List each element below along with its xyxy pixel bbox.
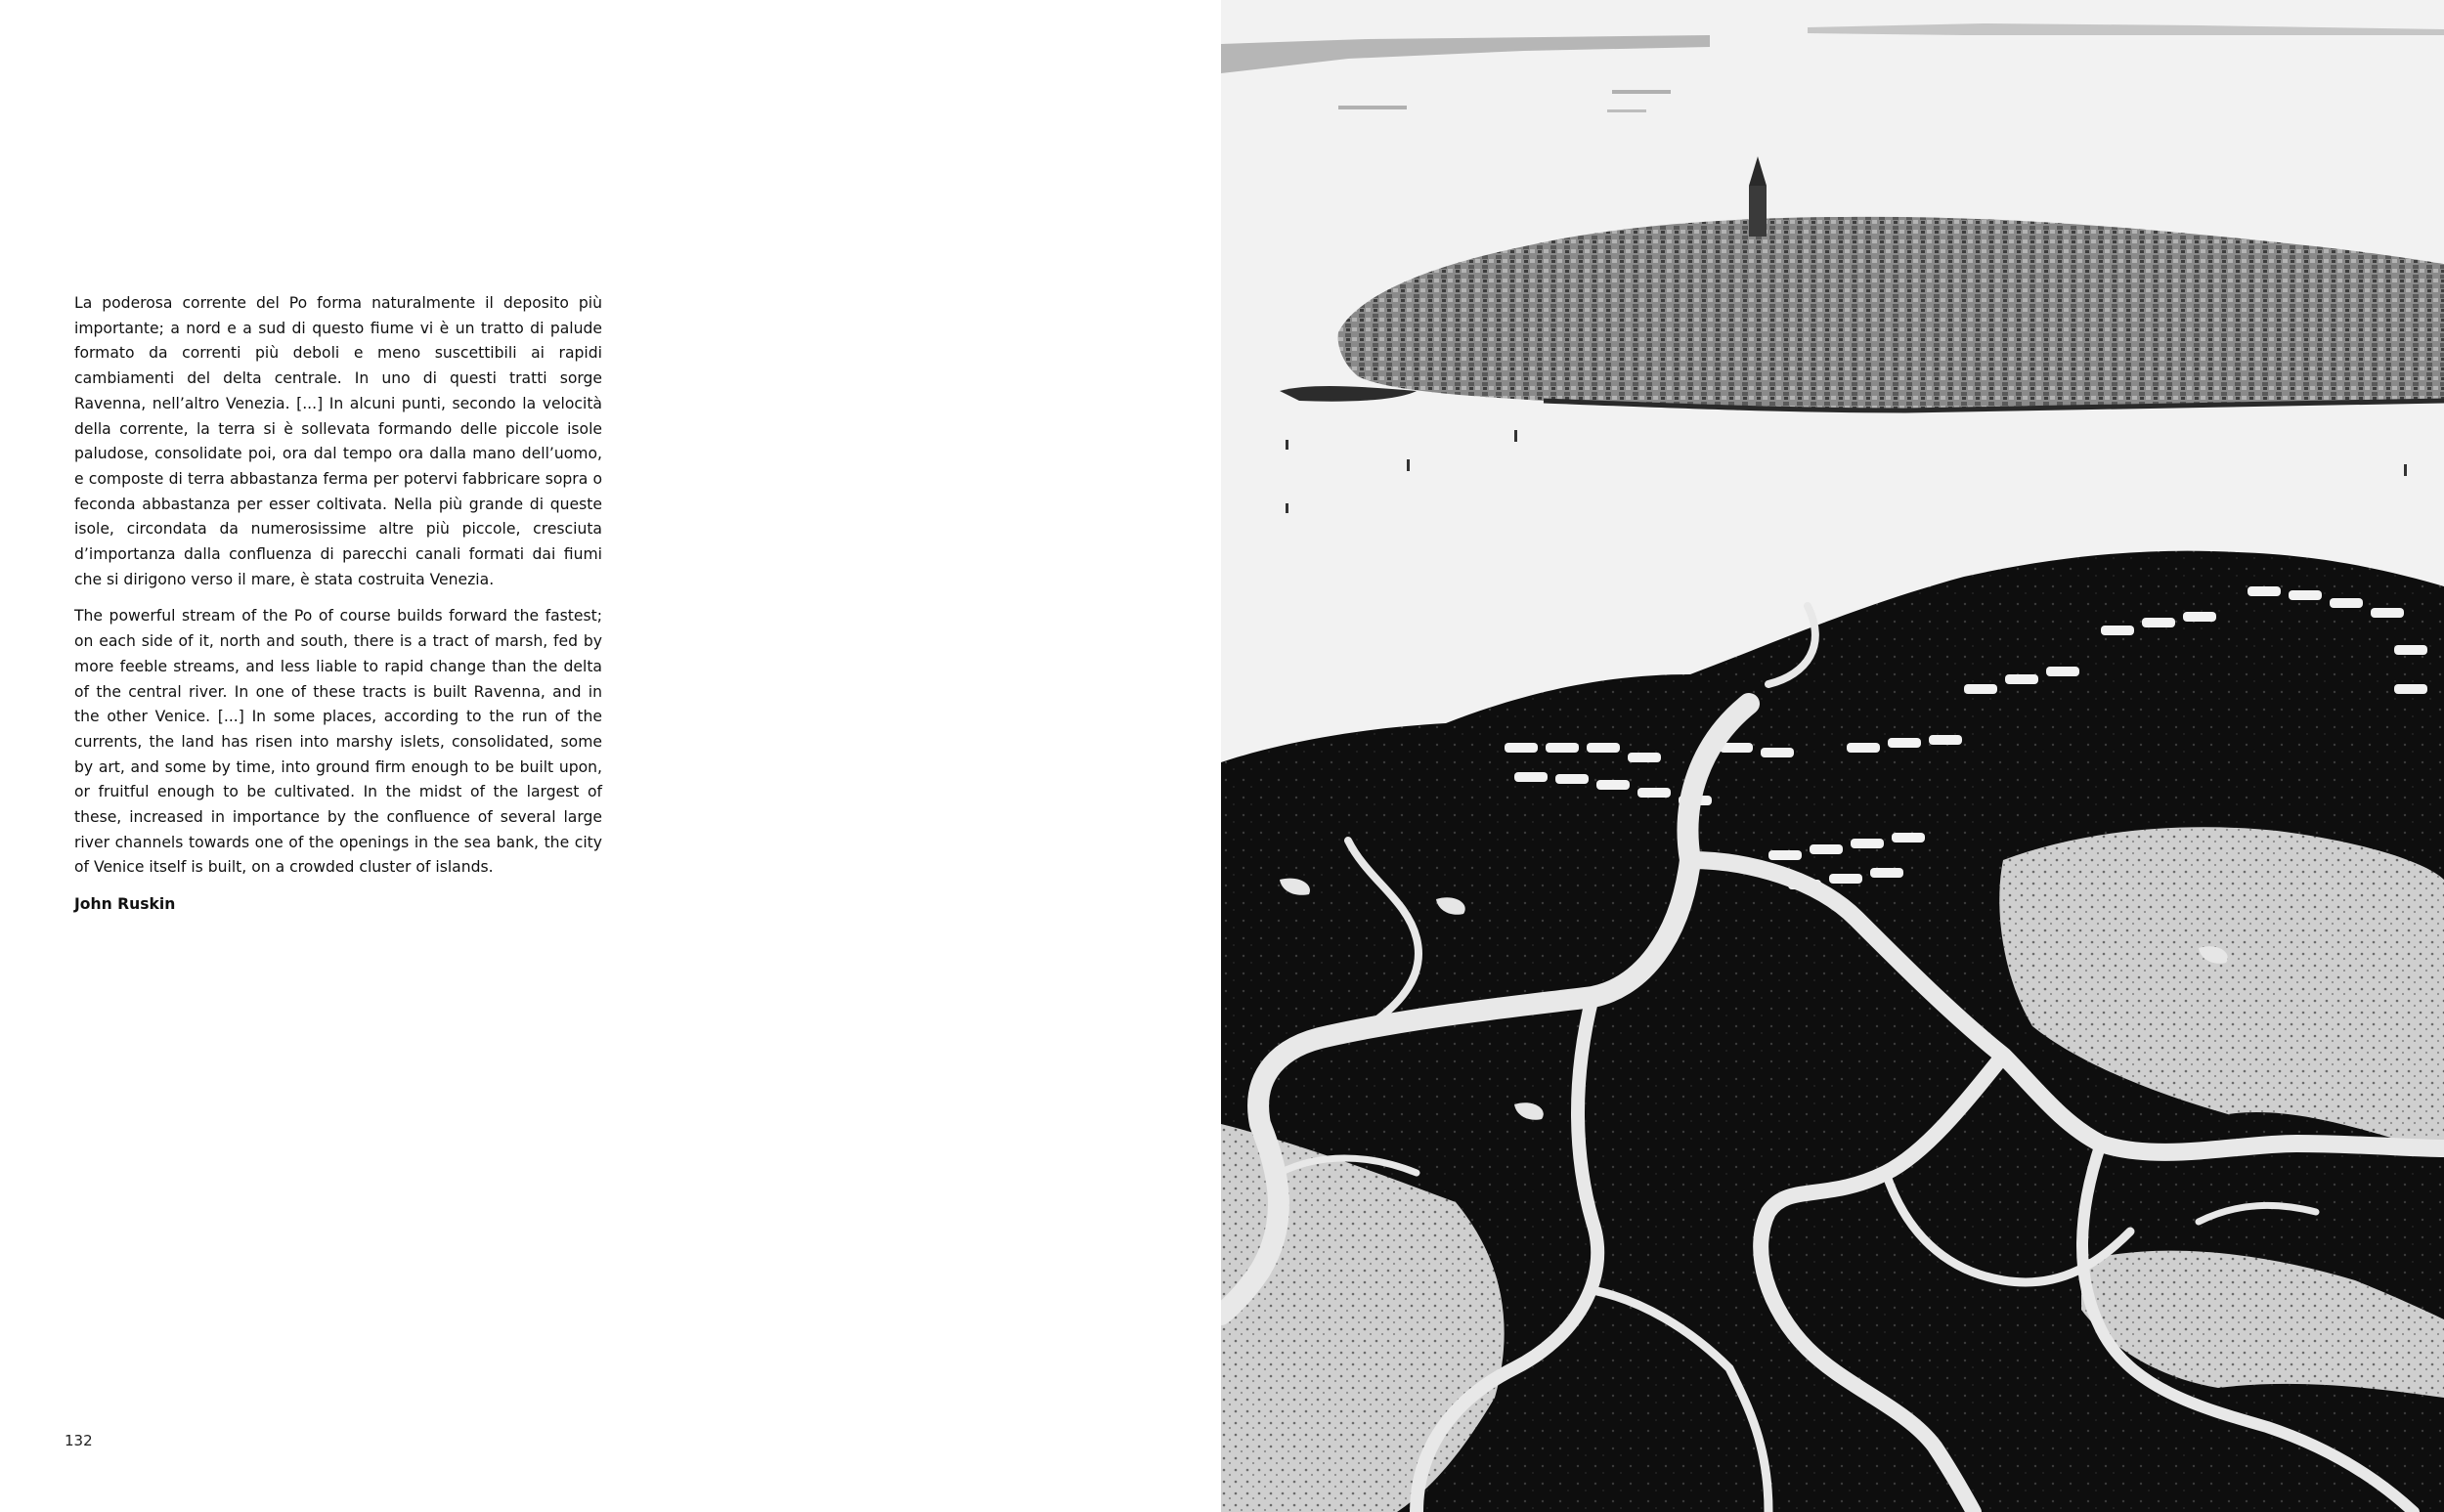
english-paragraph: The powerful stream of the Po of course builds forward the fastest; on each side of it, north and south, there is a tract of marsh, fed by more feeble streams, and less liable to rapid change than the delta of the central river. In one of these tracts is built Ravenna, and in the other Venice. [...] In some places, according to the run of the currents, the land has risen into marshy islets, consolidated, some by art, and some by time, into ground firm enough to be built upon, or fruitful enough to be cultivated. In the midst of the largest of these, increased in importance by the confluence of several large river channels towards one of the openings in the sea bank, the city of Venice itself is built, on a crowded cluster of islands. <box>74 607 602 877</box>
page-number: 132 <box>65 1432 93 1449</box>
author-name: John Ruskin <box>74 895 176 914</box>
aerial-photo-graphic <box>1221 0 2444 1512</box>
quote-text-block <box>74 291 602 929</box>
aerial-photo-lagoon <box>1221 0 2444 1512</box>
italian-paragraph: La poderosa corrente del Po forma naturalmente il deposito più importante; a nord e a sud di questo fiume vi è un tratto di palude formato da correnti più deboli e meno suscettibili ai rapidi cambiamenti del delta centrale. In uno di questi tratti sorge Ravenna, nell’altro Venezia. [...] In alcuni punti, secondo la velocità della corrente, la terra si è sollevata formando delle piccole isole paludose, consolidate poi, ora dal tempo ora dalla mano dell’uomo, e composte di terra abbastanza ferma per potervi fabbricare sopra o feconda abbastanza per esser coltivata. Nella più grande di queste isole, circondata da numerosissime altre più piccole, cresciuta d’importanza dalla confluenza di parecchi canali formati dai fiumi che si dirigono verso il mare, è stata costruita Venezia. <box>74 294 602 588</box>
left-page <box>0 0 1221 1512</box>
